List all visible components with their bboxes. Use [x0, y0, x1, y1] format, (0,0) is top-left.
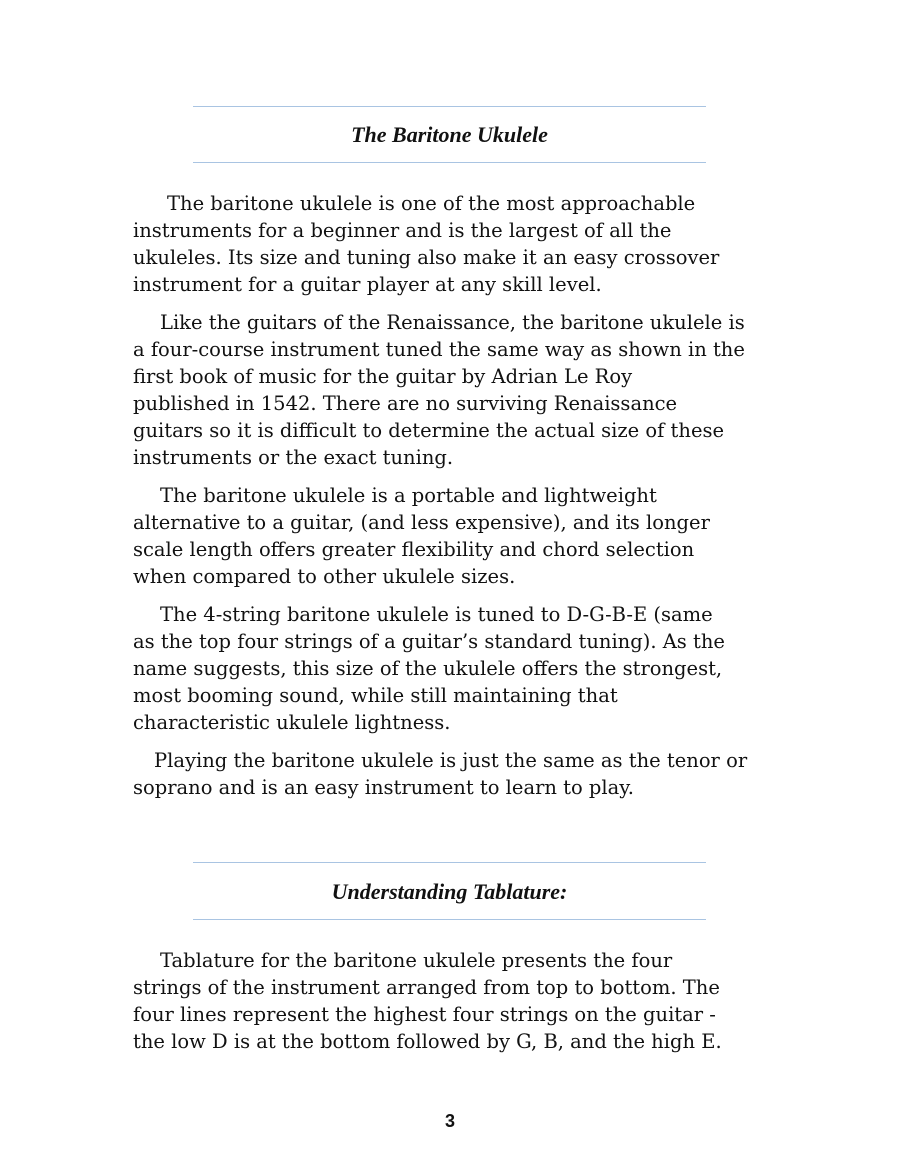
- paragraph: [133, 747, 773, 801]
- text-line: ukuleles. Its size and tuning also make it an easy crossover: [133, 246, 720, 269]
- text-line: The 4-string baritone ukulele is tuned to D-G-B-E (same: [160, 603, 713, 626]
- paragraph: [133, 482, 773, 590]
- text-line: first book of music for the guitar by Adrian Le Roy: [133, 365, 633, 388]
- text-line: when compared to other ukulele sizes.: [133, 565, 516, 588]
- text-line: The baritone ukulele is a portable and lightweight: [160, 484, 657, 507]
- text-line: characteristic ukulele lightness.: [133, 711, 451, 734]
- text-line: most booming sound, while still maintaining that: [133, 684, 618, 707]
- text-line: instruments or the exact tuning.: [133, 446, 454, 469]
- section-rule-bottom: [193, 162, 706, 163]
- text-line: scale length offers greater flexibility and chord selection: [133, 538, 695, 561]
- section-title: The Baritone Ukulele: [351, 122, 548, 147]
- paragraph: [133, 601, 773, 736]
- text-line: Like the guitars of the Renaissance, the baritone ukulele is: [160, 311, 745, 334]
- text-line: instruments for a beginner and is the largest of all the: [133, 219, 672, 242]
- text-line: strings of the instrument arranged from top to bottom. The: [133, 976, 720, 999]
- section-rule-bottom: [193, 919, 706, 920]
- paragraph: [133, 947, 773, 1055]
- text-line: soprano and is an easy instrument to learn to play.: [133, 776, 634, 799]
- text-line: guitars so it is difficult to determine the actual size of these: [133, 419, 725, 442]
- text-line: Tablature for the baritone ukulele presents the four: [160, 949, 673, 972]
- section-rule-top: [193, 862, 706, 863]
- text-line: published in 1542. There are no surviving Renaissance: [133, 392, 678, 415]
- text-line: Playing the baritone ukulele is just the same as the tenor or: [154, 749, 748, 772]
- text-line: The baritone ukulele is one of the most approachable: [167, 192, 696, 215]
- text-line: the low D is at the bottom followed by G, B, and the high E.: [133, 1030, 722, 1053]
- text-line: alternative to a guitar, (and less expensive), and its longer: [133, 511, 710, 534]
- text-line: four lines represent the highest four strings on the guitar -: [133, 1003, 716, 1026]
- text-line: as the top four strings of a guitar’s standard tuning). As the: [133, 630, 725, 653]
- section-title: Understanding Tablature:: [331, 879, 568, 904]
- paragraph: [133, 309, 773, 471]
- text-line: instrument for a guitar player at any skill level.: [133, 273, 602, 296]
- section-rule-top: [193, 106, 706, 107]
- text-line: a four-course instrument tuned the same way as shown in the: [133, 338, 745, 361]
- paragraph: [133, 190, 773, 298]
- text-line: name suggests, this size of the ukulele offers the strongest,: [133, 657, 723, 680]
- page-number: 3: [444, 1111, 455, 1131]
